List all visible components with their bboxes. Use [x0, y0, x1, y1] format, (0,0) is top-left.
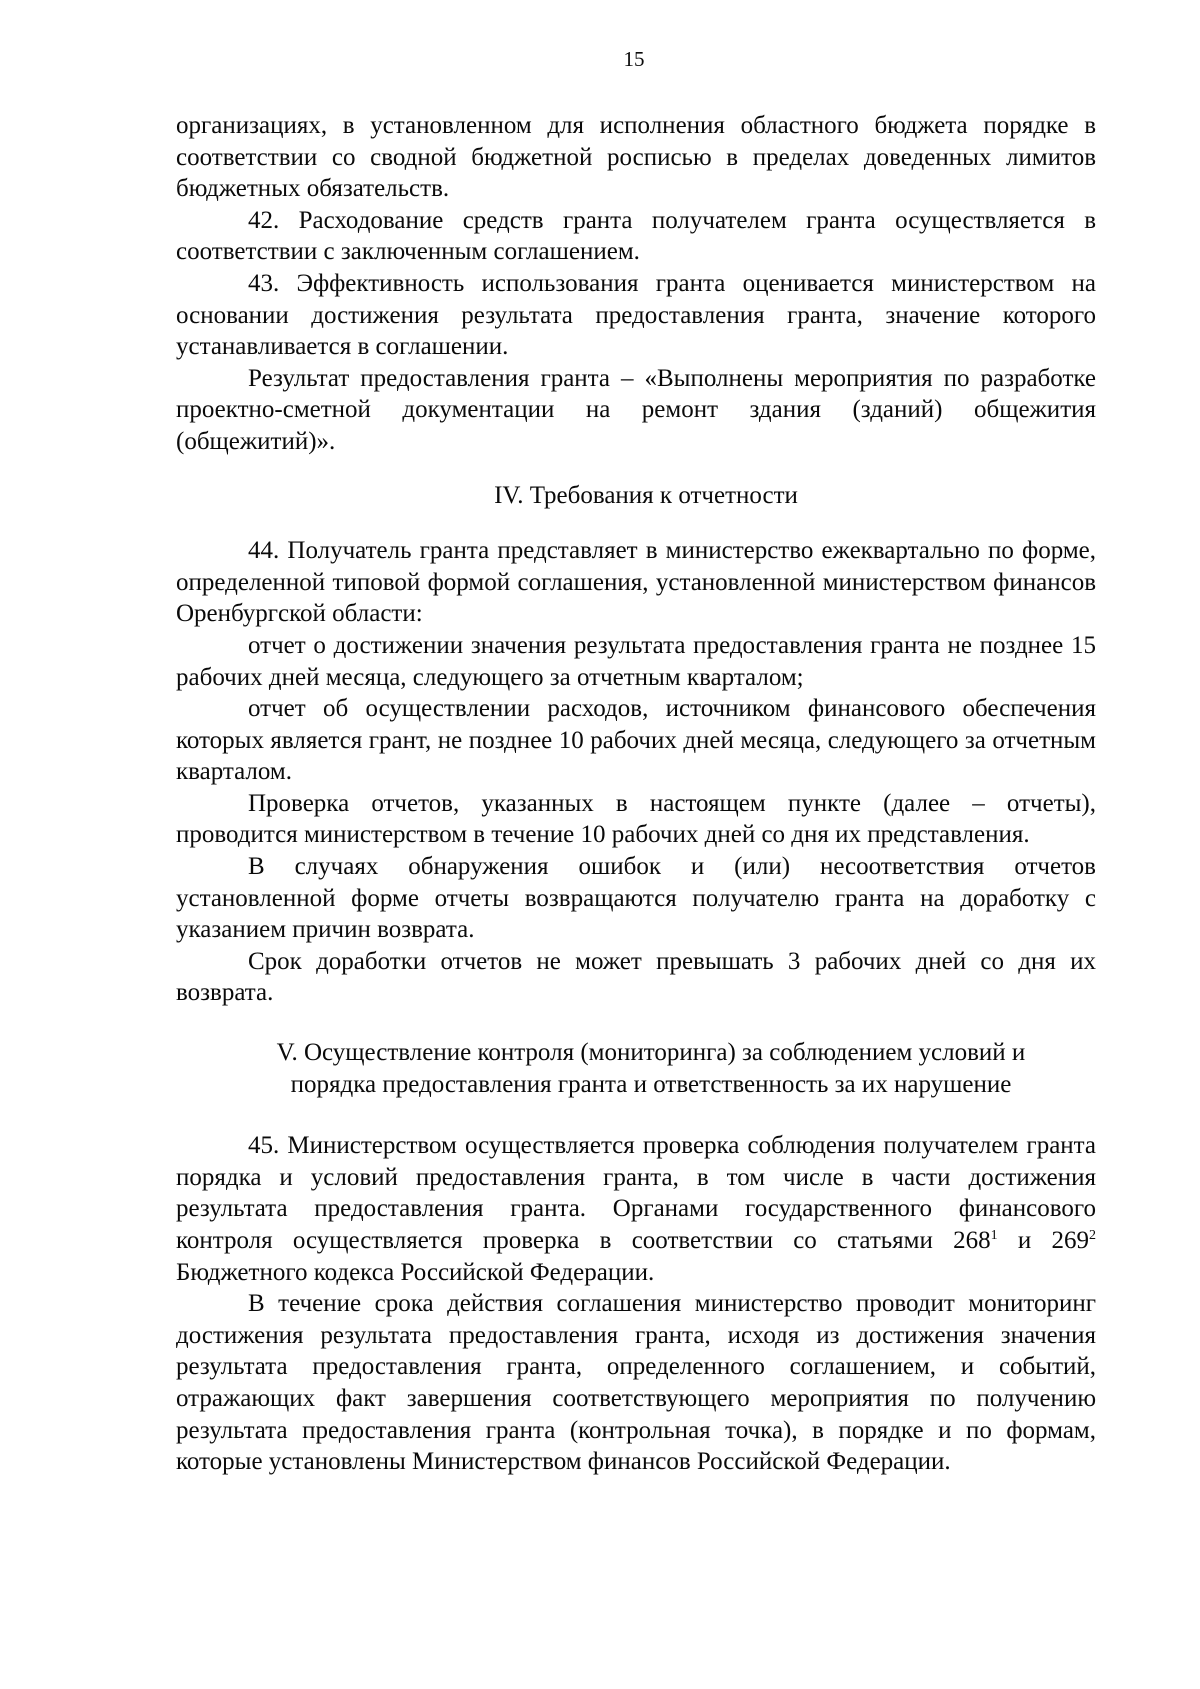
paragraph-grant-result: Результат предоставления гранта – «Выполнены мероприятия по разработке проектно-сметной документации на ремонт здания (зданий) общежития (общежитий)». — [176, 364, 1096, 455]
paragraph-report-deadline: Срок доработки отчетов не может превышать 3 рабочих дней со дня их возврата. — [176, 947, 1096, 1007]
paragraph-42: 42. Расходование средств гранта получателем гранта осуществляется в соответствии с заключенным соглашением. — [176, 206, 1096, 266]
article-superscript-2: 2 — [1089, 1228, 1097, 1243]
paragraph-44: 44. Получатель гранта представляет в министерство ежеквартально по форме, определенной типовой формой соглашения, установленной министерством финансов Оренбургской области: — [176, 537, 1096, 628]
paragraph-continuation: организациях, в установленном для исполнения областного бюджета порядке в соответствии со сводной бюджетной росписью в пределах доведенных лимитов бюджетных обязательств. — [176, 112, 1096, 203]
article-number-2: 269 — [1051, 1227, 1090, 1254]
paragraph-45-tail: Бюджетного кодекса Российской Федерации. — [176, 1258, 655, 1286]
paragraph-report-result: отчет о достижении значения результата предоставления гранта не позднее 15 рабочих дней месяца, следующего за отчетным кварталом; — [176, 631, 1096, 691]
section-heading-iv: IV. Требования к отчетности — [494, 481, 798, 509]
section-heading-v-line1: V. Осуществление контроля (мониторинга) за соблюдением условий и — [276, 1039, 1026, 1067]
paragraph-monitoring: В течение срока действия соглашения министерство проводит мониторинг достижения результата предоставления гранта, исходя из достижения значения результата предоставления гранта, определенного соглашением, и событий, отражающих факт завершения соответствующего мероприятия по получению результата предоставления гранта (контрольная точка), в порядке и по формам, которые установлены Министерством финансов Российской Федерации. — [176, 1290, 1096, 1476]
paragraph-45 — [176, 1130, 1096, 1288]
paragraph-45-text: 45. Министерством осуществляется проверка соблюдения получателем гранта порядка и условий предоставления гранта, в том числе в части достижения результата предоставления гранта. Органами государственного финансового контроля осуществляется проверка в соответствии со статьями — [176, 1132, 1096, 1254]
paragraph-report-check: Проверка отчетов, указанных в настоящем пункте (далее – отчеты), проводится министерством в течение 10 рабочих дней со дня их представления. — [176, 789, 1096, 849]
article-superscript-1: 1 — [990, 1228, 998, 1243]
section-heading-v — [176, 1037, 1096, 1100]
conjunction: и — [1017, 1227, 1032, 1254]
paragraph-43: 43. Эффективность использования гранта оценивается министерством на основании достижения результата предоставления гранта, значение которого устанавливается в соглашении. — [176, 269, 1096, 361]
paragraph-report-errors: В случаях обнаружения ошибок и (или) несоответствия отчетов установленной форме отчеты возвращаются получателю гранта на доработку с указанием причин возврата. — [176, 853, 1096, 944]
paragraph-report-expenses: отчет об осуществлении расходов, источником финансового обеспечения которых является грант, не позднее 10 рабочих дней месяца, следующего за отчетным кварталом. — [176, 695, 1096, 786]
page-number: 15 — [623, 47, 645, 71]
document-body — [176, 110, 1096, 1478]
section-heading-v-line2: порядка предоставления гранта и ответственность за их нарушение — [290, 1070, 1012, 1098]
article-number-1: 268 — [953, 1227, 991, 1254]
